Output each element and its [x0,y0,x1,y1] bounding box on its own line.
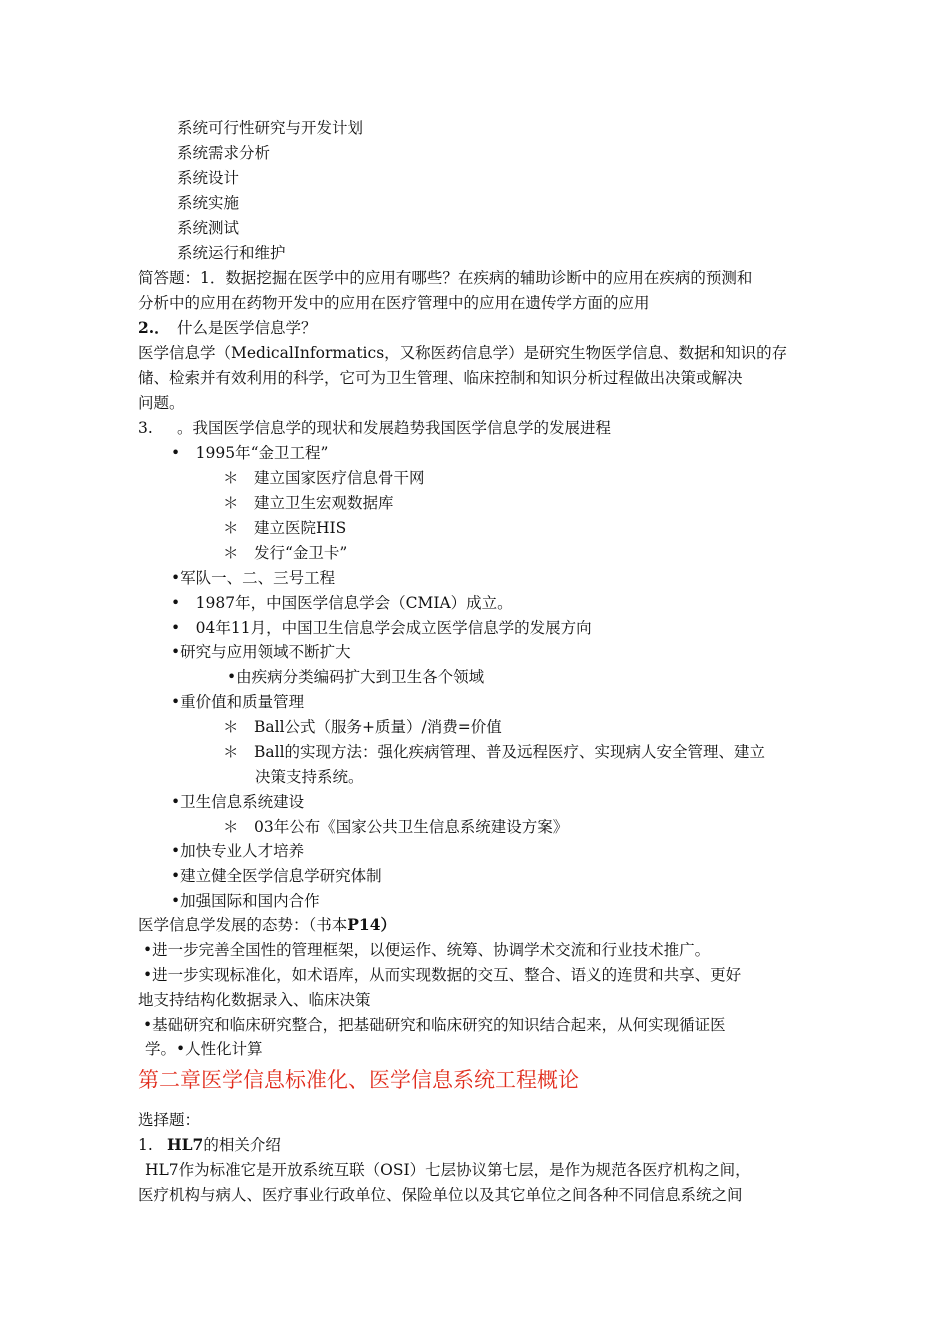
q2-answer-line: 储、检索并有效利用的科学，它可为卫生管理、临床控制和知识分析过程做出决策或解决 [138,369,743,387]
list-item: •卫生信息系统建设 [171,793,305,811]
list-item: ＊ 建立国家医疗信息骨干网 [223,469,425,487]
list-item: ＊ Ball的实现方法：强化疾病管理、普及远程医疗、实现病人安全管理、建立 [223,743,766,761]
list-item: ＊ Ball公式（服务+质量）/消费=价值 [223,718,502,736]
sdlc-step: 系统可行性研究与开发计划 [177,119,364,137]
q1-line: 分析中的应用在药物开发中的应用在医疗管理中的应用在遗传学方面的应用 [138,294,650,312]
list-item: ＊ 建立卫生宏观数据库 [223,494,394,512]
ch2-body-line: 医疗机构与病人、医疗事业行政单位、保险单位以及其它单位之间各种不同信息系统之间 [138,1186,743,1204]
q2-number: 2.． [138,318,170,337]
list-item-continuation: 决策支持系统。 [255,768,364,786]
trend-line: •进一步实现标准化，如术语库，从而实现数据的交互、整合、语义的连贯和共享、更好 [143,966,742,984]
list-item: ＊ 建立医院HIS [223,519,347,537]
list-item: • 1995年“金卫工程” [171,444,329,462]
trend-line: •基础研究和临床研究整合，把基础研究和临床研究的知识结合起来，从何实现循证医 [143,1016,726,1034]
sdlc-step: 系统运行和维护 [177,244,286,262]
q2-question: 什么是医学信息学？ [177,319,317,337]
q3-text: 。我国医学信息学的现状和发展趋势我国医学信息学的发展进程 [177,419,612,437]
trend-line: 学。•人性化计算 [145,1040,263,1058]
list-item: •重价值和质量管理 [171,693,305,711]
trends-page-ref: P14） [347,915,396,934]
list-item: ＊ 发行“金卫卡” [223,544,348,562]
ch2-q1-title [167,1134,281,1156]
trends-title [138,914,396,936]
list-item: •建立健全医学信息学研究体制 [171,867,382,885]
list-item: • 1987年，中国医学信息学会（CMIA）成立。 [171,594,513,612]
list-item: •军队一、二、三号工程 [171,569,336,587]
trend-line: 地支持结构化数据录入、临床决策 [138,991,371,1009]
trends-title-text: 医学信息学发展的态势：（书本 [138,916,348,934]
ch2-q1-number: 1. [138,1136,153,1154]
sdlc-step: 系统需求分析 [177,144,271,162]
section-label: 选择题： [138,1111,201,1129]
list-item: •由疾病分类编码扩大到卫生各个领域 [227,668,485,686]
sdlc-step: 系统实施 [177,194,240,212]
q2-answer-line: 医学信息学（MedicalInformatics，又称医药信息学）是研究生物医学信息、数据和知识的存 [138,344,788,362]
list-item: •研究与应用领域不断扩大 [171,643,351,661]
ch2-q1-title-text: 的相关介绍 [203,1136,281,1154]
q3-number: 3. [138,419,153,437]
list-item: •加强国际和国内合作 [171,892,320,910]
ch2-q1-term: HL7 [167,1135,204,1154]
list-item: • 04年11月，中国卫生信息学会成立医学信息学的发展方向 [171,619,592,637]
list-item: ＊ 03年公布《国家公共卫生信息系统建设方案》 [223,818,569,836]
trend-line: •进一步完善全国性的管理框架，以便运作、统筹、协调学术交流和行业技术推广。 [143,941,711,959]
q2-answer-line: 问题。 [138,394,185,412]
sdlc-step: 系统测试 [177,219,240,237]
chapter-heading: 第二章医学信息标准化、医学信息系统工程概论 [138,1068,579,1092]
ch2-body-line: HL7作为标准它是开放系统互联（OSI）七层协议第七层，是作为规范各医疗机构之间， [145,1161,751,1179]
list-item: •加快专业人才培养 [171,842,305,860]
q1-line: 简答题：1．数据挖掘在医学中的应用有哪些？在疾病的辅助诊断中的应用在疾病的预测和 [138,269,753,287]
sdlc-step: 系统设计 [177,169,240,187]
